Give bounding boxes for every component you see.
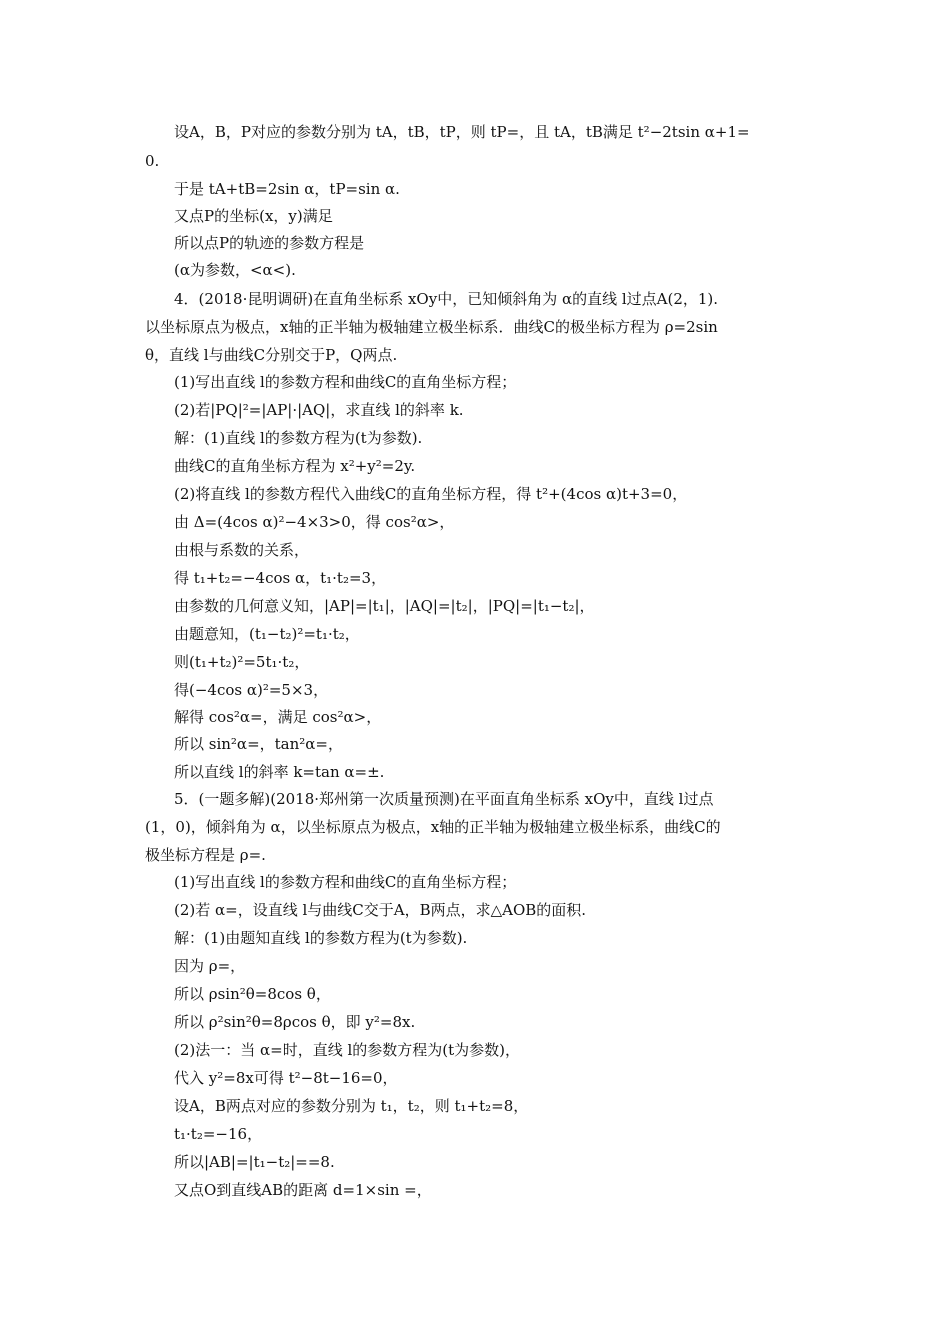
text-line: 0. (145, 152, 160, 170)
text-line: (1，0)，倾斜角为 α，以坐标原点为极点，x轴的正半轴为极轴建立极坐标系，曲线C的 (145, 818, 721, 836)
text-line: (2)若|PQ|²=|AP|·|AQ|，求直线 l的斜率 k. (174, 401, 464, 419)
text-line: 得 t₁+t₂=−4cos α，t₁·t₂=3， (174, 569, 387, 587)
text-line: (α为参数，<α<). (174, 261, 296, 279)
text-line: 所以 ρ²sin²θ=8ρcos θ，即 y²=8x. (174, 1013, 416, 1031)
text-line: (2)将直线 l的参数方程代入曲线C的直角坐标方程，得 t²+(4cos α)t+3=0， (174, 485, 688, 503)
text-line: 所以点P的轨迹的参数方程是 (174, 234, 365, 252)
text-line: 4．(2018·昆明调研)在直角坐标系 xOy中，已知倾斜角为 α的直线 l过点A(2，1). (174, 290, 719, 308)
text-line: (1)写出直线 l的参数方程和曲线C的直角坐标方程； (174, 873, 517, 891)
text-line: 5．(一题多解)(2018·郑州第一次质量预测)在平面直角坐标系 xOy中，直线 l过点 (174, 790, 714, 808)
text-line: 又点O到直线AB的距离 d=1×sin =， (174, 1181, 432, 1199)
text-line: 极坐标方程是 ρ=. (145, 846, 266, 864)
text-line: 因为 ρ=， (174, 957, 246, 975)
text-line: 由题意知，(t₁−t₂)²=t₁·t₂， (174, 625, 360, 643)
text-line: 由 Δ=(4cos α)²−4×3>0，得 cos²α>， (174, 513, 455, 531)
text-line: 所以|AB|=|t₁−t₂|==8. (174, 1153, 335, 1171)
text-line: 则(t₁+t₂)²=5t₁·t₂， (174, 653, 310, 671)
text-line: (1)写出直线 l的参数方程和曲线C的直角坐标方程； (174, 373, 517, 391)
text-line: 所以 sin²α=，tan²α=， (174, 735, 343, 753)
text-line: 设A，B两点对应的参数分别为 t₁，t₂，则 t₁+t₂=8， (174, 1097, 529, 1115)
text-line: 解得 cos²α=，满足 cos²α>， (174, 708, 382, 726)
text-line: 于是 tA+tB=2sin α，tP=sin α. (174, 180, 400, 198)
text-line: (2)法一：当 α=时，直线 l的参数方程为(t为参数)， (174, 1041, 521, 1059)
text-line: θ，直线 l与曲线C分别交于P，Q两点. (145, 346, 398, 364)
text-line: 解：(1)由题知直线 l的参数方程为(t为参数). (174, 929, 468, 947)
text-line: 由参数的几何意义知，|AP|=|t₁|，|AQ|=|t₂|，|PQ|=|t₁−t₂|， (174, 597, 595, 615)
text-line: 所以直线 l的斜率 k=tan α=±. (174, 763, 385, 781)
text-line: 设A，B，P对应的参数分别为 tA，tB，tP，则 tP=，且 tA，tB满足 t²−2tsin α+1= (174, 123, 750, 141)
text-line: 以坐标原点为极点，x轴的正半轴为极轴建立极坐标系．曲线C的极坐标方程为 ρ=2sin (145, 318, 718, 336)
text-line: 代入 y²=8x可得 t²−8t−16=0， (174, 1069, 398, 1087)
text-line: (2)若 α=，设直线 l与曲线C交于A，B两点，求△AOB的面积. (174, 901, 587, 919)
text-line: 所以 ρsin²θ=8cos θ， (174, 985, 331, 1003)
text-line: 又点P的坐标(x，y)满足 (174, 207, 333, 225)
text-line: 得(−4cos α)²=5×3， (174, 681, 329, 699)
text-line: 由根与系数的关系， (174, 541, 310, 559)
text-line: t₁·t₂=−16， (174, 1125, 263, 1143)
text-line: 曲线C的直角坐标方程为 x²+y²=2y. (174, 457, 416, 475)
text-line: 解：(1)直线 l的参数方程为(t为参数). (174, 429, 423, 447)
